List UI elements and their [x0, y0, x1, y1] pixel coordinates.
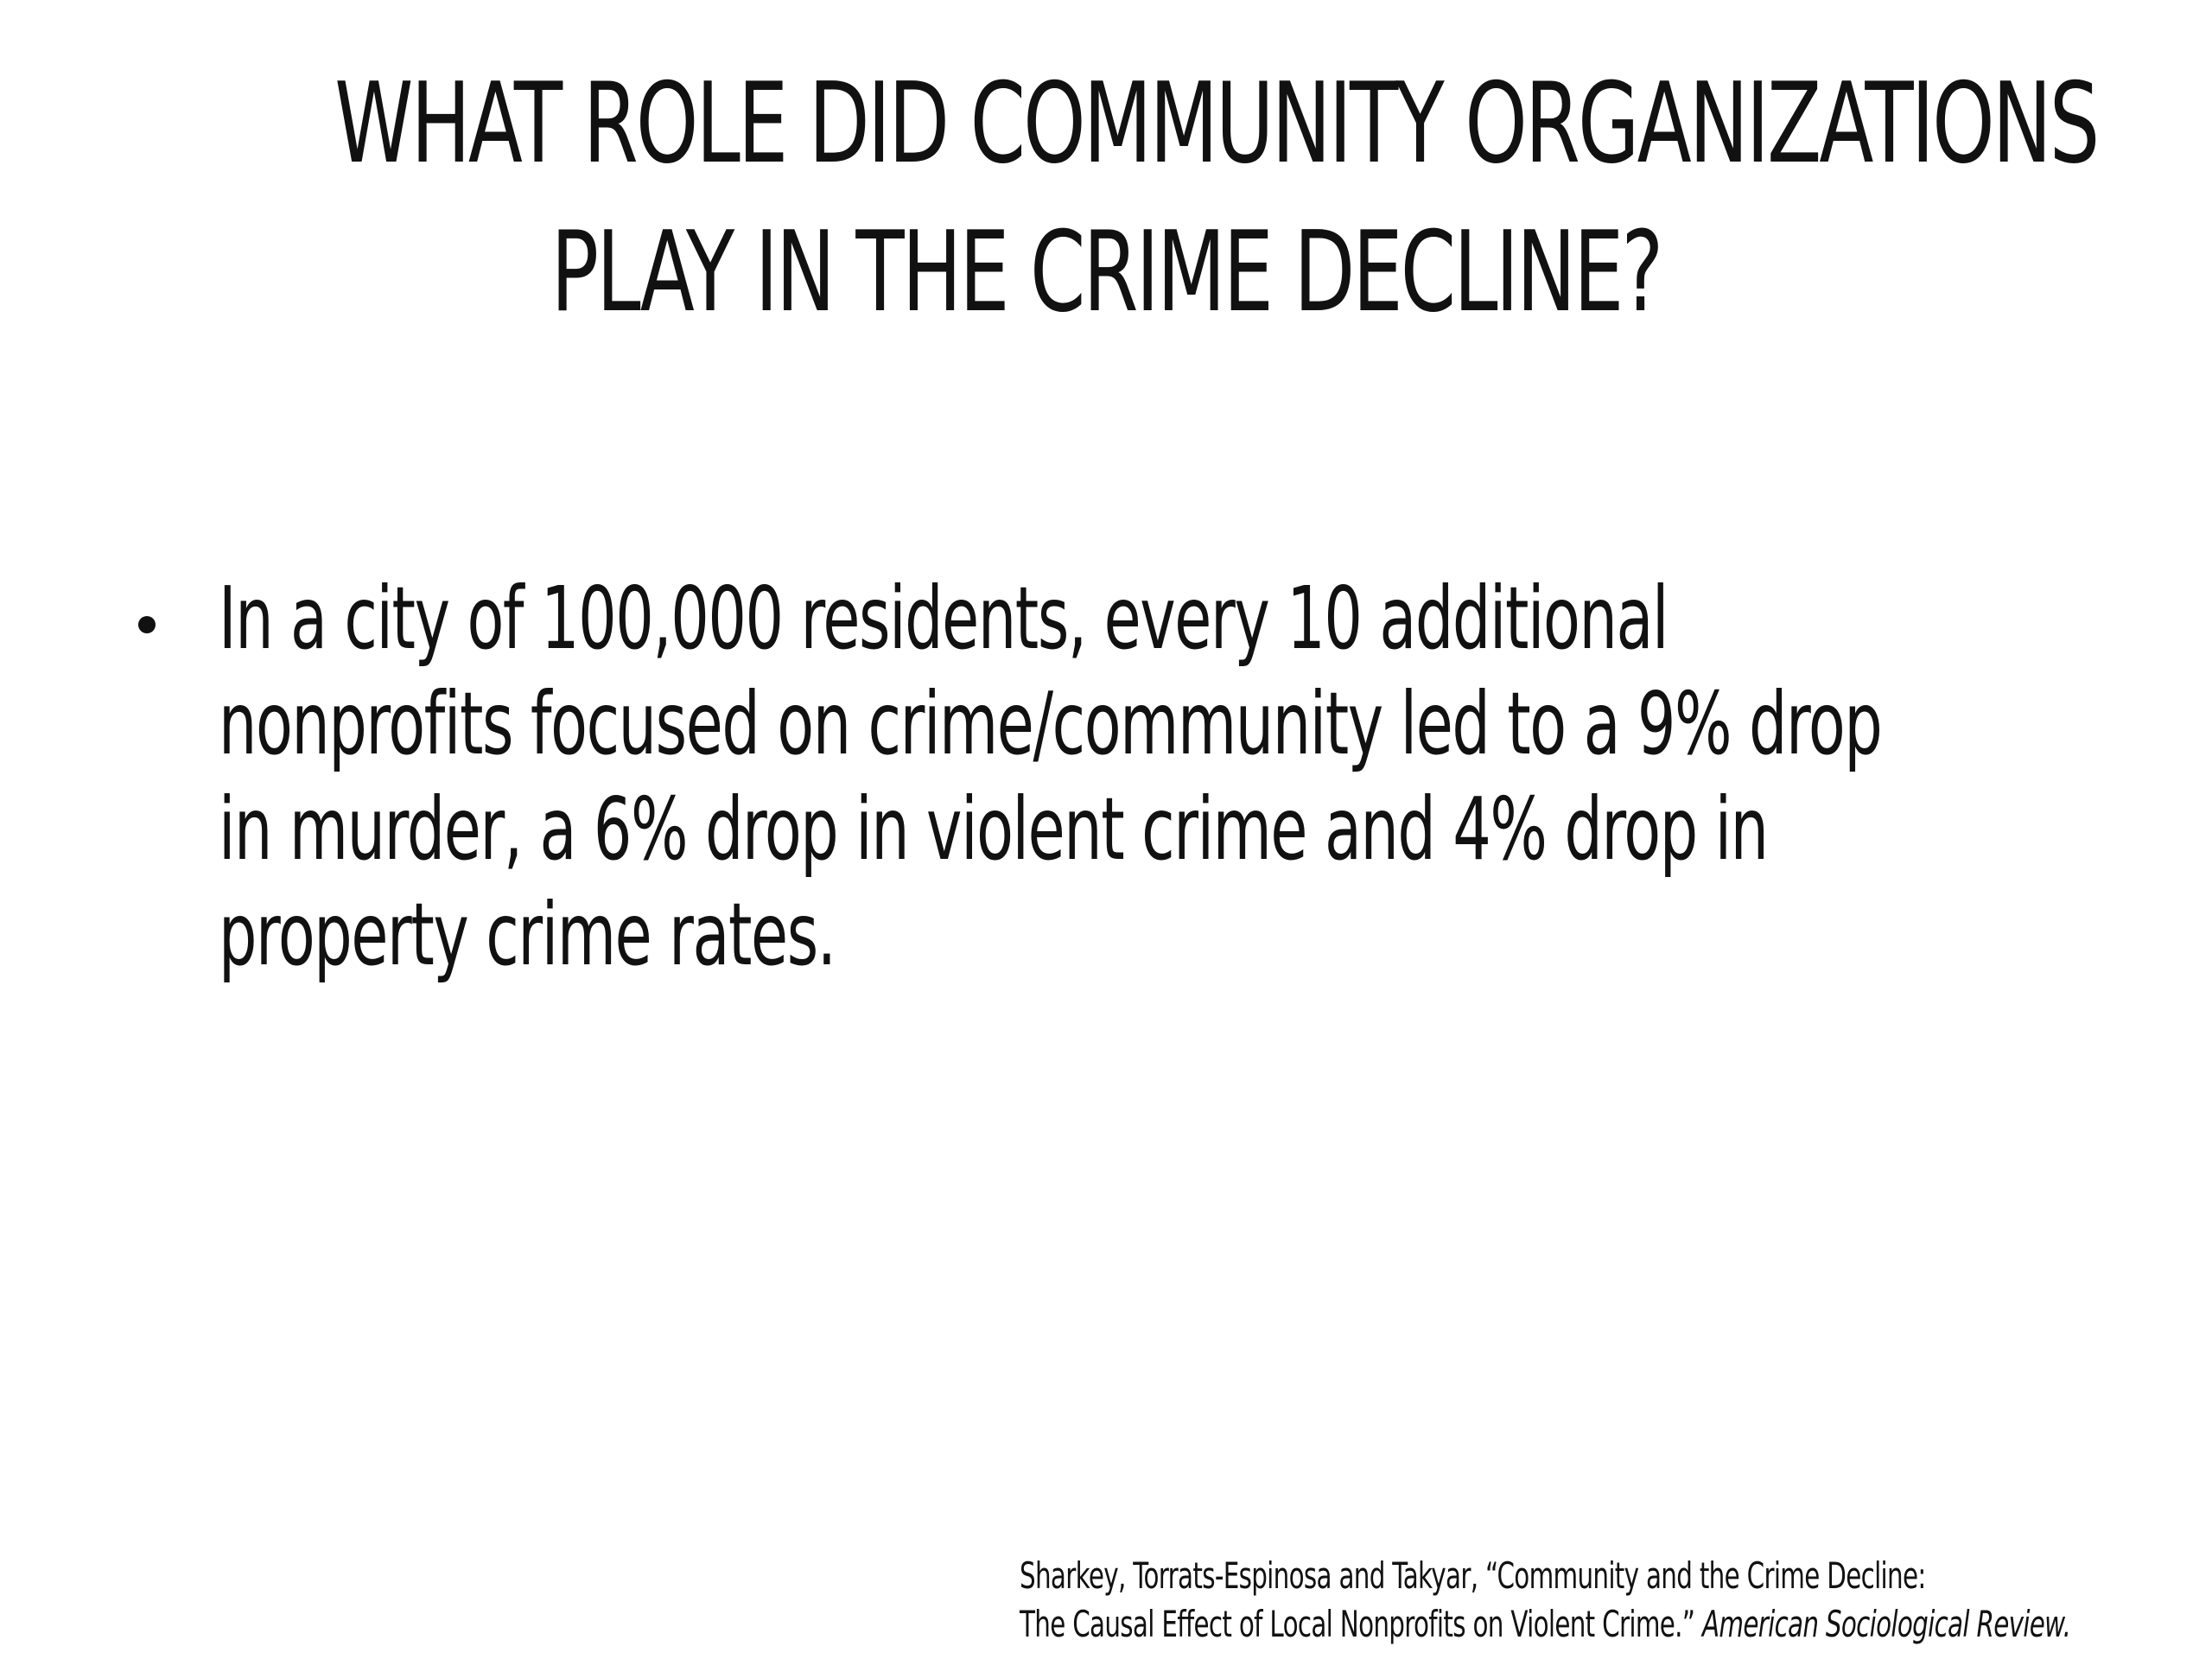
- bullet-text-line: In a city of 100,000 residents, every 10 additional: [219, 568, 1669, 669]
- citation-line-2: [1020, 1600, 2169, 1649]
- bullet-dot-icon: [138, 616, 156, 633]
- citation-journal: American Sociological Review.: [1701, 1603, 2071, 1645]
- slide-title-line-2: PLAY IN THE CRIME DECLINE?: [550, 208, 1662, 337]
- citation: [1020, 1552, 2169, 1649]
- bullet-text-line: nonprofits focused on crime/community led to a 9% drop: [219, 673, 1882, 774]
- bullet-text-line: in murder, a 6% drop in violent crime and 4% drop in: [219, 779, 1768, 880]
- citation-title-end: The Causal Effect of Local Nonprofits on Violent Crime.”: [1020, 1603, 1695, 1645]
- slide-title-line-1: WHAT ROLE DID COMMUNITY ORGANIZATIONS: [334, 60, 2098, 188]
- bullet-list: [125, 566, 2113, 988]
- citation-line-1: Sharkey, Torrats-Espinosa and Takyar, “Community and the Crime Decline:: [1020, 1554, 1926, 1597]
- slide-title: [334, 50, 2098, 347]
- bullet-text-line: property crime rates.: [219, 884, 836, 985]
- bullet-text: [219, 566, 2033, 988]
- bullet-item: [125, 566, 2113, 988]
